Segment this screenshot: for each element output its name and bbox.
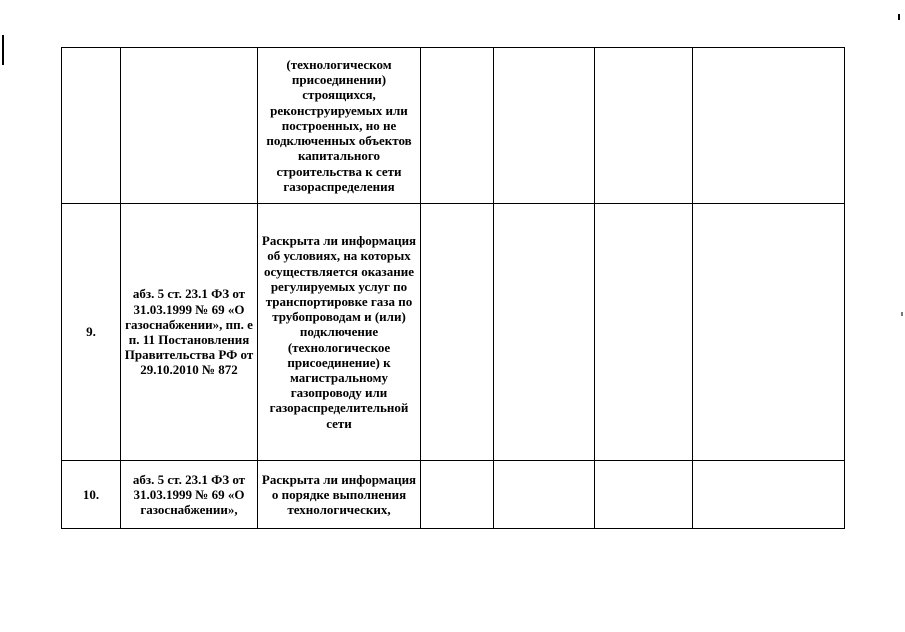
regulatory-checklist-table xyxy=(61,47,845,529)
empty-cell xyxy=(421,48,494,204)
row-number-cell xyxy=(62,48,121,204)
empty-cell xyxy=(494,204,595,461)
scan-edge-mark-left xyxy=(2,35,4,65)
empty-cell xyxy=(595,461,693,529)
table-row xyxy=(62,48,845,204)
legal-basis-cell xyxy=(121,48,258,204)
empty-cell xyxy=(693,204,845,461)
empty-cell xyxy=(693,461,845,529)
table-row xyxy=(62,461,845,529)
empty-cell xyxy=(693,48,845,204)
empty-cell xyxy=(595,204,693,461)
table-row xyxy=(62,204,845,461)
question-cell: Раскрыта ли информация об условиях, на которых осуществляется оказание регулируемых услуг по транспортировке газа по трубопроводам и (или) подключение (технологическое присоединение) к магистральному газопроводу или газораспределительной сети xyxy=(258,204,421,461)
scan-speck xyxy=(901,312,903,316)
empty-cell xyxy=(595,48,693,204)
empty-cell xyxy=(421,204,494,461)
legal-basis-cell: абз. 5 ст. 23.1 ФЗ от 31.03.1999 № 69 «О газоснабжении», пп. е п. 11 Постановления Правительства РФ от 29.10.2010 № 872 xyxy=(121,204,258,461)
question-cell: Раскрыта ли информация о порядке выполнения технологических, xyxy=(258,461,421,529)
question-cell: (технологическом присоединении) строящихся, реконструируемых или построенных, но не подключенных объектов капитального строительства к сети газораспределения xyxy=(258,48,421,204)
legal-basis-cell: абз. 5 ст. 23.1 ФЗ от 31.03.1999 № 69 «О газоснабжении», xyxy=(121,461,258,529)
row-number-cell: 9. xyxy=(62,204,121,461)
empty-cell xyxy=(494,48,595,204)
scan-edge-mark-right xyxy=(898,14,900,20)
empty-cell xyxy=(494,461,595,529)
empty-cell xyxy=(421,461,494,529)
row-number-cell: 10. xyxy=(62,461,121,529)
